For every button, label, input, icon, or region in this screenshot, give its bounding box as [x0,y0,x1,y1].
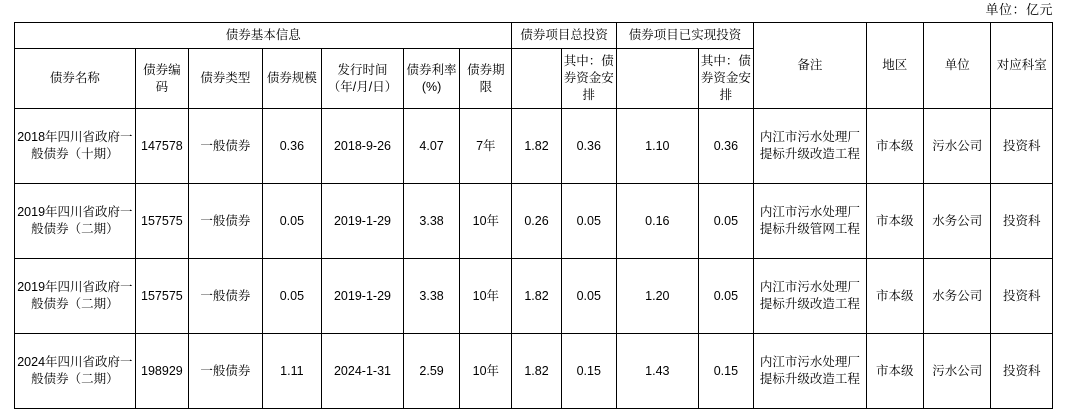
table-row [15,334,1053,409]
group-header-realized-investment: 债券项目已实现投资 [616,23,753,49]
cell-bond-name: 2019年四川省政府一般债券（二期） [15,259,136,334]
cell-department: 投资科 [991,184,1053,259]
cell-bond-rate: 2.59 [403,334,459,409]
cell-bond-type: 一般债券 [189,109,263,184]
column-header-bond-scale: 债券规模 [262,49,321,109]
unit-note: 单位：亿元 [985,2,1053,17]
cell-unit: 污水公司 [923,334,991,409]
cell-unit: 水务公司 [923,259,991,334]
cell-total-investment: 1.82 [512,259,561,334]
cell-bond-scale: 0.05 [262,184,321,259]
group-header-total-investment: 债券项目总投资 [512,23,616,49]
cell-realized-bond-funds: 0.05 [698,259,753,334]
cell-realized-investment: 0.16 [616,184,698,259]
cell-bond-name: 2018年四川省政府一般债券（十期） [15,109,136,184]
column-header-unit: 单位 [923,23,991,109]
cell-region: 市本级 [866,109,923,184]
cell-unit: 水务公司 [923,184,991,259]
cell-total-investment: 1.82 [512,109,561,184]
column-header-region: 地区 [866,23,923,109]
group-header-basic-info: 债券基本信息 [15,23,512,49]
column-header-realized-bond-funds: 其中：债券资金安排 [698,49,753,109]
cell-bond-code: 157575 [135,259,188,334]
cell-bond-scale: 0.05 [262,259,321,334]
cell-bond-code: 198929 [135,334,188,409]
table-group-header-row [15,23,1053,49]
cell-department: 投资科 [991,259,1053,334]
cell-remark: 内江市污水处理厂提标升级改造工程 [754,259,867,334]
cell-issue-date: 2024-1-31 [322,334,404,409]
cell-bond-scale: 1.11 [262,334,321,409]
column-header-realized-investment-amount [616,49,698,109]
cell-realized-bond-funds: 0.36 [698,109,753,184]
column-header-total-bond-funds: 其中：债券资金安排 [561,49,616,109]
cell-bond-name: 2024年四川省政府一般债券（二期） [15,334,136,409]
cell-issue-date: 2018-9-26 [322,109,404,184]
column-header-bond-type: 债券类型 [189,49,263,109]
cell-bond-code: 157575 [135,184,188,259]
cell-department: 投资科 [991,334,1053,409]
cell-department: 投资科 [991,109,1053,184]
bond-information-table [14,22,1053,409]
cell-bond-rate: 3.38 [403,184,459,259]
column-header-bond-rate: 债券利率(%) [403,49,459,109]
cell-bond-term: 10年 [460,184,512,259]
cell-bond-term: 7年 [460,109,512,184]
cell-realized-bond-funds: 0.15 [698,334,753,409]
cell-bond-term: 10年 [460,259,512,334]
column-header-bond-code: 债券编码 [135,49,188,109]
cell-unit: 污水公司 [923,109,991,184]
cell-bond-type: 一般债券 [189,259,263,334]
cell-issue-date: 2019-1-29 [322,184,404,259]
table-row [15,259,1053,334]
cell-remark: 内江市污水处理厂提标升级管网工程 [754,184,867,259]
cell-bond-name: 2019年四川省政府一般债券（二期） [15,184,136,259]
cell-total-investment: 0.26 [512,184,561,259]
cell-realized-investment: 1.43 [616,334,698,409]
column-header-department: 对应科室 [991,23,1053,109]
cell-bond-term: 10年 [460,334,512,409]
cell-bond-rate: 4.07 [403,109,459,184]
table-row [15,184,1053,259]
cell-issue-date: 2019-1-29 [322,259,404,334]
cell-realized-bond-funds: 0.05 [698,184,753,259]
cell-remark: 内江市污水处理厂提标升级改造工程 [754,109,867,184]
column-header-bond-term: 债券期限 [460,49,512,109]
cell-bond-code: 147578 [135,109,188,184]
column-header-bond-name: 债券名称 [15,49,136,109]
cell-realized-investment: 1.20 [616,259,698,334]
cell-bond-type: 一般债券 [189,334,263,409]
column-header-issue-date: 发行时间（年/月/日） [322,49,404,109]
cell-total-bond-funds: 0.15 [561,334,616,409]
cell-total-bond-funds: 0.05 [561,259,616,334]
cell-bond-type: 一般债券 [189,184,263,259]
cell-remark: 内江市污水处理厂提标升级改造工程 [754,334,867,409]
column-header-remark: 备注 [754,23,867,109]
cell-bond-scale: 0.36 [262,109,321,184]
cell-realized-investment: 1.10 [616,109,698,184]
cell-total-investment: 1.82 [512,334,561,409]
cell-total-bond-funds: 0.05 [561,184,616,259]
cell-total-bond-funds: 0.36 [561,109,616,184]
cell-region: 市本级 [866,184,923,259]
column-header-total-investment-amount [512,49,561,109]
cell-bond-rate: 3.38 [403,259,459,334]
table-row [15,109,1053,184]
cell-region: 市本级 [866,334,923,409]
cell-region: 市本级 [866,259,923,334]
